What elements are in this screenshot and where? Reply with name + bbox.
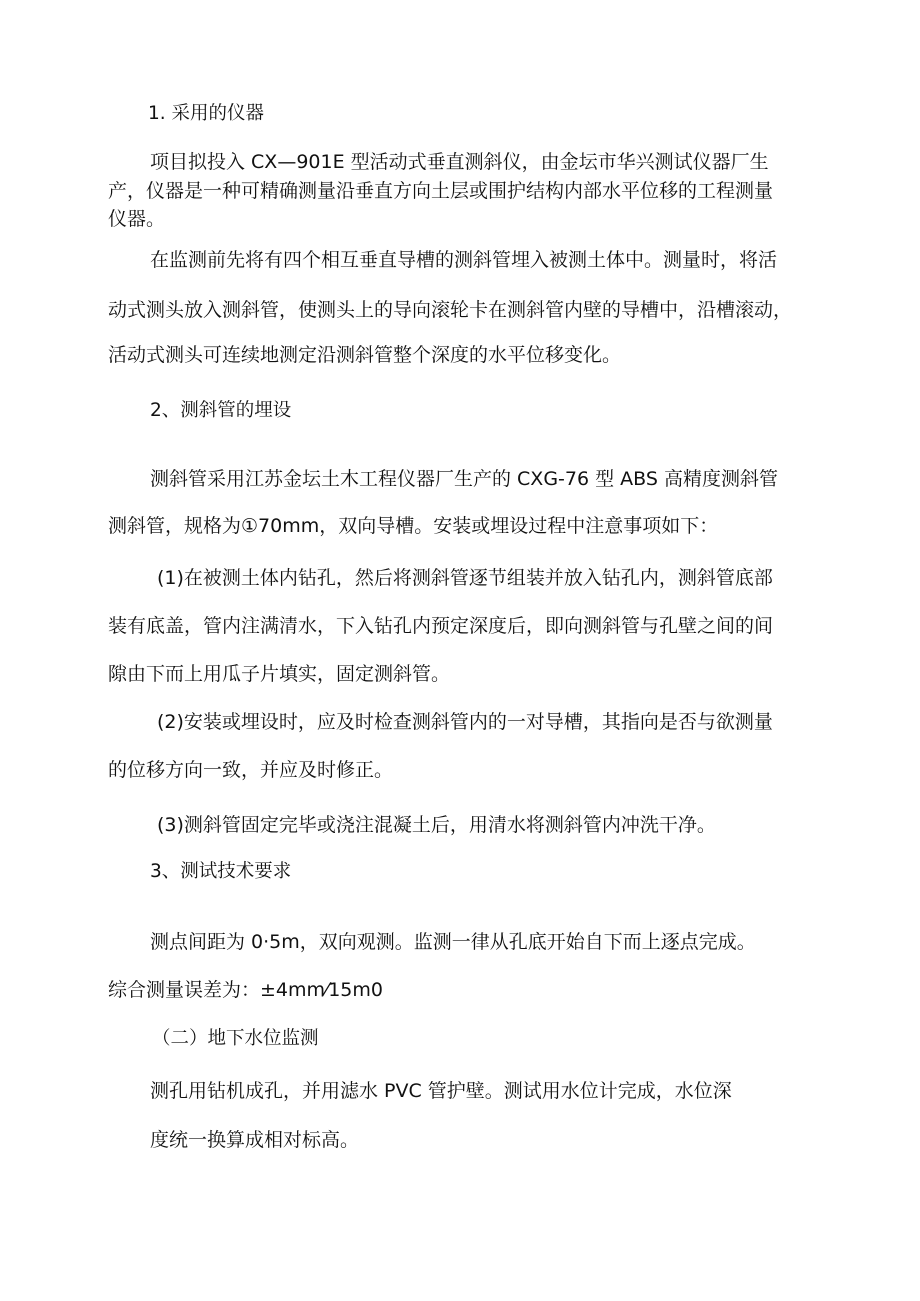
paragraph-line: 动式测头放入测斜管，使测头上的导向滚轮卡在测斜管内壁的导槽中，沿槽滚动， xyxy=(108,299,793,321)
list-item-line: (1)在被测土体内钻孔，然后将测斜管逐节组装并放入钻孔内，测斜管底部 xyxy=(157,567,773,589)
paragraph-line: 测斜管，规格为①70mm，双向导槽。安装或埋设过程中注意事项如下： xyxy=(108,515,719,537)
paragraph-line: 测斜管采用江苏金坛土木工程仪器厂生产的 CXG-76 型 ABS 高精度测斜管 xyxy=(150,468,778,490)
section-heading-test-requirements: 3、测试技术要求 xyxy=(150,861,292,882)
section-heading-groundwater-monitoring: （二）地下水位监测 xyxy=(152,1028,319,1049)
list-item-line: 的位移方向一致，并应及时修正。 xyxy=(108,759,394,781)
section-heading-instruments: 1. 采用的仪器 xyxy=(148,103,265,124)
paragraph-line: 测点间距为 0·5m，双向观测。监测一律从孔底开始自下而上逐点完成。 xyxy=(150,931,756,953)
paragraph-line: 产，仪器是一种可精确测量沿垂直方向土层或围护结构内部水平位移的工程测量 xyxy=(108,180,774,202)
paragraph-line: 综合测量误差为：±4mm⁄15m0 xyxy=(108,979,383,1001)
paragraph-line: 测孔用钻机成孔，并用滤水 PVC 管护壁。测试用水位计完成，水位深 xyxy=(150,1080,732,1102)
list-item-line: 隙由下而上用瓜子片填实，固定测斜管。 xyxy=(108,663,451,685)
list-item-line: (3)测斜管固定完毕或浇注混凝土后，用清水将测斜管内冲洗干净。 xyxy=(157,814,716,836)
list-item-line: (2)安装或埋设时，应及时检查测斜管内的一对导槽，其指向是否与欲测量 xyxy=(157,711,773,733)
section-heading-pipe-installation: 2、测斜管的埋设 xyxy=(150,400,292,421)
paragraph-line: 在监测前先将有四个相互垂直导槽的测斜管埋入被测土体中。测量时，将活 xyxy=(150,249,778,271)
paragraph-line: 活动式测头可连续地测定沿测斜管整个深度的水平位移变化。 xyxy=(108,344,622,366)
paragraph-line: 度统一换算成相对标高。 xyxy=(150,1129,360,1151)
paragraph-line: 仪器。 xyxy=(108,208,166,230)
list-item-line: 装有底盖，管内注满清水，下入钻孔内预定深度后，即向测斜管与孔壁之间的间 xyxy=(108,615,774,637)
paragraph-line: 项目拟投入 CX—901E 型活动式垂直测斜仪，由金坛市华兴测试仪器厂生 xyxy=(150,151,769,173)
